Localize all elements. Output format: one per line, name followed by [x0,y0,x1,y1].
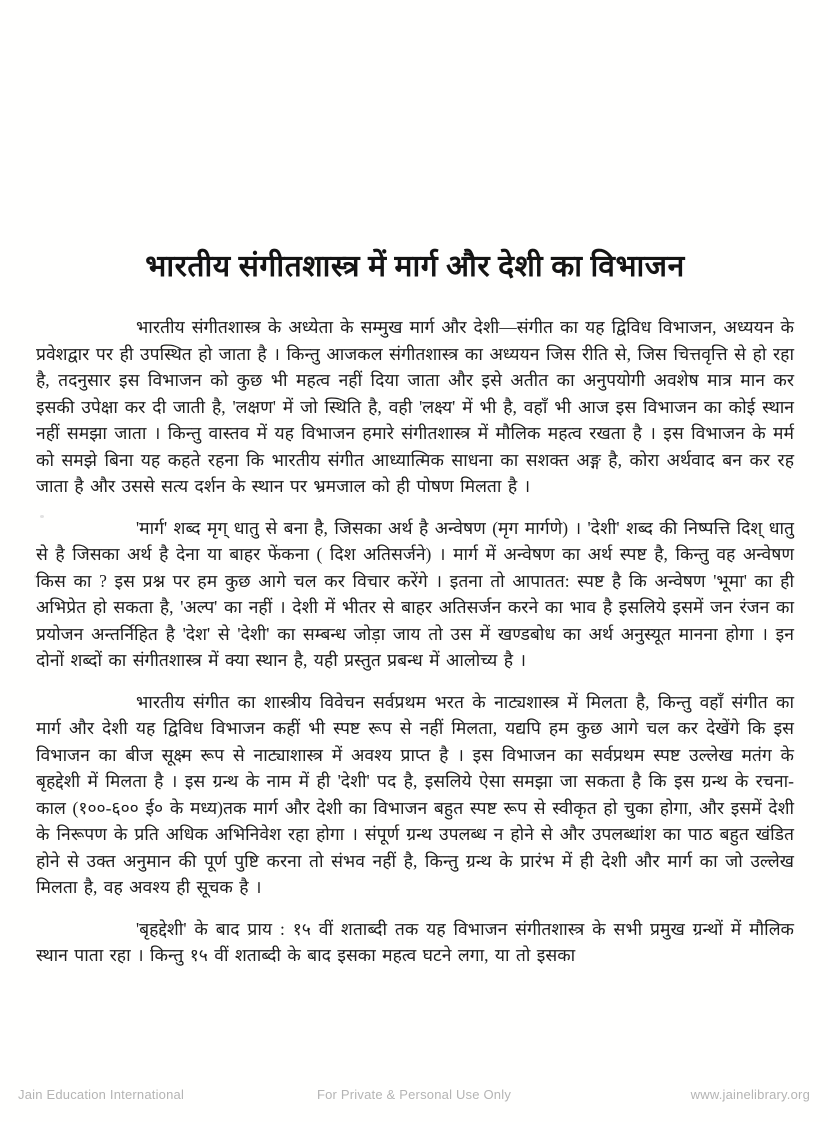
paragraph-4: 'बृहद्देशी' के बाद प्राय : १५ वीं शताब्दी तक यह विभाजन संगीतशास्त्र के सभी प्रमुख ग्रन्थों में मौलिक स्थान पाता रहा । किन्तु १५ वीं शताब्दी के बाद इसका महत्व घटने लगा, या तो इसका [36,918,794,965]
footer-publisher-label: Jain Education International [18,1087,185,1102]
paragraph-3: भारतीय संगीत का शास्त्रीय विवेचन सर्वप्रथम भरत के नाट्यशास्त्र में मिलता है, किन्तु वहाँ संगीत का मार्ग और देशी यह द्विविध विभाजन कहीं भी स्पष्ट रूप से नहीं मिलता, यद्यपि हम कुछ आगे चल कर देखेंगे कि इस विभाजन का बीज सूक्ष्म रूप से नाट्याशास्त्र में अवश्य प्राप्त है । इस विभाजन का सर्वप्रथम स्पष्ट उल्लेख मतंग के बृहद्देशी में मिलता है । इस ग्रन्थ के नाम में ही 'देशी' पद है, इसलिये ऐसा समझा जा सकता है कि इस ग्रन्थ के रचना-काल (१००-६०० ई० के मध्य)तक मार्ग और देशी का विभाजन बहुत स्पष्ट रूप से स्वीकृत हो चुका होगा, और इसमें देशी के निरूपण के प्रति अधिक अभिनिवेश रहा होगा । संपूर्ण ग्रन्थ उपलब्ध न होने से और उपलब्धांश का पाठ बहुत खंडित होने से उक्त अनुमान की पूर्ण पुष्टि करना तो संभव नहीं है, किन्तु ग्रन्थ के प्रारंभ में ही देशी और मार्ग का जो उल्लेख मिलता है, वह अवश्य ही सूचक है । [36,691,794,897]
footer-usage-notice: For Private & Personal Use Only [316,1087,512,1102]
paragraph-2: 'मार्ग' शब्द मृग् धातु से बना है, जिसका अर्थ है अन्वेषण (मृग मार्गणे) । 'देशी' शब्द की निष्पत्ति दिश् धातु से है जिसका अर्थ है देना या बाहर फेंकना ( दिश अतिसर्जने) । मार्ग में अन्वेषण का अर्थ स्पष्ट है, किन्तु वह अन्वेषण किस का ? इस प्रश्न पर हम कुछ आगे चल कर विचार करेंगे । इतना तो आपातत: स्पष्ट है कि अन्वेषण 'भूमा' का ही अभिप्रेत हो सकता है, 'अल्प' का नहीं । देशी में भीतर से बाहर अतिसर्जन करने का भाव है इसलिये इसमें जन रंजन का प्रयोजन अन्तर्निहित है 'देश' से 'देशी' का सम्बन्ध जोड़ा जाय तो उस में खण्डबोध का अर्थ अनुस्यूत मानना होगा । इन दोनों शब्दों का संगीतशास्त्र में क्या स्थान है, यही प्रस्तुत प्रबन्ध में आलोच्य है । [36,517,794,670]
scan-footer [18,1087,810,1102]
page-title: भारतीय संगीतशास्त्र में मार्ग और देशी का विभाजन [145,250,685,283]
footer-website-url: www.jainelibrary.org [690,1087,810,1102]
document-body [36,246,794,969]
paragraph-1: भारतीय संगीतशास्त्र के अध्येता के सम्मुख मार्ग और देशी—संगीत का यह द्विविध विभाजन, अध्ययन के प्रवेशद्वार पर ही उपस्थित हो जाता है । किन्तु आजकल संगीतशास्त्र का अध्ययन जिस रीति से, जिस चित्तवृत्ति से हो रहा है, तदनुसार इस विभाजन को कुछ भी महत्व नहीं दिया जाता और इसे अतीत का अनुपयोगी अवशेष मात्र मान कर इसकी उपेक्षा कर दी जाती है, 'लक्षण' में जो स्थिति है, वही 'लक्ष्य' में भी है, वहाँ भी आज इस विभाजन का कोई स्थान नहीं समझा जाता । किन्तु वास्तव में यह विभाजन हमारे संगीतशास्त्र में मौलिक महत्व रखता है । इस विभाजन के मर्म को समझे बिना यह कहते रहना कि भारतीय संगीत आध्यात्मिक साधना का सशक्त अङ्ग है, कोरा अर्थवाद बन कर रह जाता है और उससे सत्य दर्शन के स्थान पर भ्रमजाल को ही पोषण मिलता है । [36,317,794,496]
